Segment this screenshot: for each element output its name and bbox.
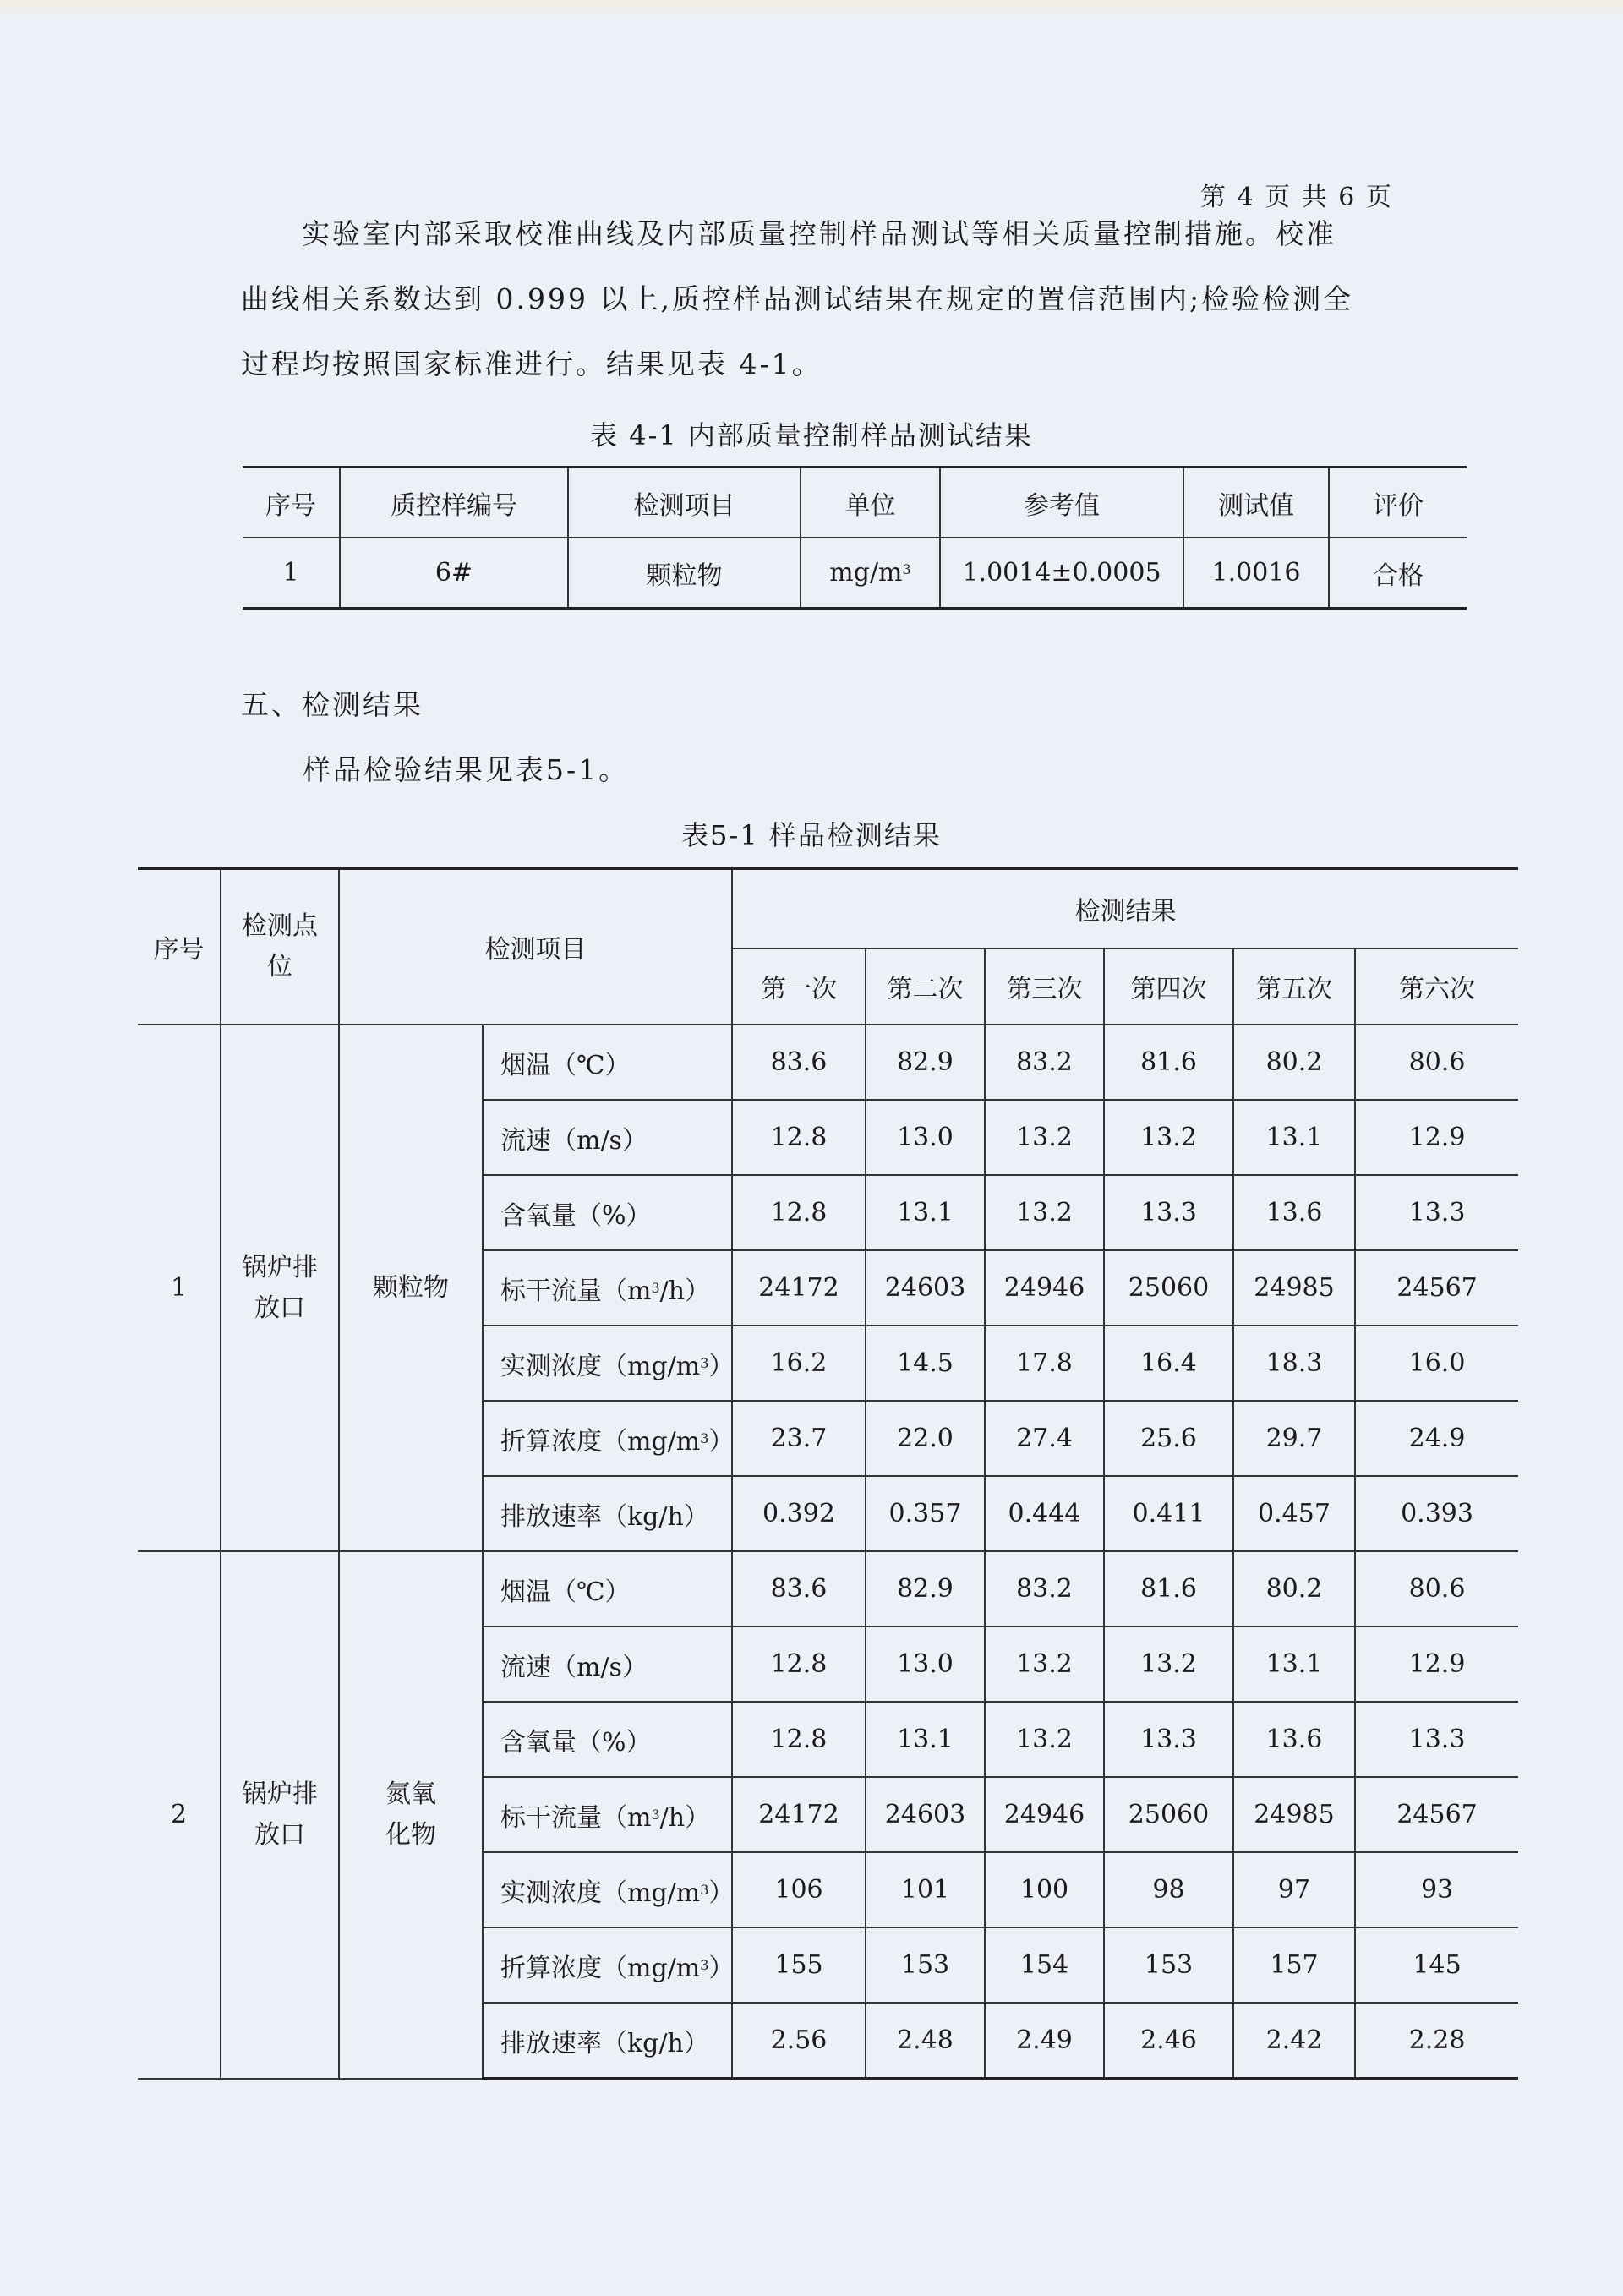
result-value: 16.0 [1355,1326,1518,1401]
unit-superscript: 3 [700,1430,709,1446]
unit-text: mg/m [829,558,903,588]
result-value: 24985 [1233,1250,1355,1326]
result-value: 13.2 [985,1100,1104,1175]
table51-body [138,1025,1518,2079]
unit-superscript: 3 [700,1956,709,1973]
result-value: 12.8 [732,1100,866,1175]
result-value: 83.6 [732,1025,866,1100]
result-value: 145 [1355,1927,1518,2003]
header-point [221,869,339,1025]
result-value: 24172 [732,1250,866,1326]
unit-superscript: 3 [902,561,911,577]
parameter-label: 烟温（℃） [483,1025,732,1100]
header-item: 检测项目 [339,869,732,1025]
group-pollutant [339,1551,483,2079]
header-run: 第二次 [866,948,985,1025]
result-value: 24946 [985,1250,1104,1326]
unit-superscript: 3 [651,1806,660,1823]
result-value: 13.2 [985,1175,1104,1250]
page-number: 第 4 页 共 6 页 [1200,183,1393,212]
result-value: 12.8 [732,1175,866,1250]
parameter-label: 排放速率（kg/h） [483,2003,732,2079]
parameter-label: 实测浓度$(mg/m^3)$ [483,1852,732,1927]
result-value: 13.3 [1104,1175,1233,1250]
intro-line-2: 曲线相关系数达到 0.999 以上,质控样品测试结果在规定的置信范围内;检验检测全 [241,282,1354,315]
parameter-label: 流速（m/s） [483,1626,732,1702]
group-pollutant-text: 氮氧化物 [385,1779,436,1850]
section-sentence: 样品检验结果见表5-1。 [303,753,630,786]
result-value: 13.2 [985,1626,1104,1702]
result-value: 81.6 [1104,1551,1233,1626]
result-value: 106 [732,1852,866,1927]
result-value: 13.3 [1104,1702,1233,1777]
result-value: 18.3 [1233,1326,1355,1401]
table41-cell: 1.0016 [1183,538,1329,609]
group-pollutant [339,1025,483,1551]
result-value: 24.9 [1355,1401,1518,1476]
result-value: 0.392 [732,1476,866,1551]
result-value: 100 [985,1852,1104,1927]
result-value: 80.2 [1233,1551,1355,1626]
result-value: 24603 [866,1250,985,1326]
result-value: 0.357 [866,1476,985,1551]
table41-header: 单位 [801,467,940,538]
result-value: 2.46 [1104,2003,1233,2079]
result-value: 24603 [866,1777,985,1852]
sample-results-table [138,867,1518,2080]
result-value: 13.6 [1233,1702,1355,1777]
result-value: 153 [866,1927,985,2003]
unit-superscript: 3 [700,1881,709,1898]
table41-header: 序号 [243,467,340,538]
header-point-text: 检测点位 [242,911,318,981]
result-value: 2.48 [866,2003,985,2079]
unit-superscript: 3 [700,1354,709,1371]
result-value: 16.2 [732,1326,866,1401]
header-run: 第四次 [1104,948,1233,1025]
result-value: 13.0 [866,1626,985,1702]
header-run: 第三次 [985,948,1104,1025]
intro-line-1 [241,201,1424,266]
header-results: 检测结果 [732,869,1518,949]
result-value: 25.6 [1104,1401,1233,1476]
result-value: 13.6 [1233,1175,1355,1250]
table41-unit-cell [801,538,940,609]
table41-header: 测试值 [1183,467,1329,538]
intro-line-3: 过程均按照国家标准进行。结果见表 4-1。 [241,347,822,380]
result-value: 13.1 [1233,1100,1355,1175]
result-value: 23.7 [732,1401,866,1476]
result-value: 16.4 [1104,1326,1233,1401]
group-pollutant-text: 颗粒物 [373,1272,449,1303]
result-value: 12.8 [732,1702,866,1777]
unit-superscript: 3 [651,1279,660,1296]
header-seq: 序号 [138,869,221,1025]
table41-header-row [243,467,1467,538]
table41-caption: 表 4-1 内部质量控制样品测试结果 [590,419,1033,451]
result-value: 12.9 [1355,1100,1518,1175]
parameter-label: 含氧量（%） [483,1702,732,1777]
result-value: 155 [732,1927,866,2003]
table51-header-row [138,869,1518,949]
result-value: 83.2 [985,1551,1104,1626]
parameter-label: 烟温（℃） [483,1551,732,1626]
result-value: 25060 [1104,1777,1233,1852]
table-row [138,1025,1518,1100]
table41-header: 检测项目 [568,467,801,538]
result-value: 12.8 [732,1626,866,1702]
intro-line-1-text: 实验室内部采取校准曲线及内部质量控制样品测试等相关质量控制措施。校准 [302,217,1336,250]
result-value: 80.6 [1355,1025,1518,1100]
group-seq: 2 [138,1551,221,2079]
result-value: 80.6 [1355,1551,1518,1626]
result-value: 82.9 [866,1025,985,1100]
result-value: 13.2 [985,1702,1104,1777]
result-value: 13.1 [866,1175,985,1250]
result-value: 101 [866,1852,985,1927]
result-value: 80.2 [1233,1025,1355,1100]
result-value: 13.2 [1104,1626,1233,1702]
table41-cell: 1 [243,538,340,609]
result-value: 14.5 [866,1326,985,1401]
result-value: 29.7 [1233,1401,1355,1476]
group-point [221,1551,339,2079]
result-value: 24946 [985,1777,1104,1852]
result-value: 24567 [1355,1777,1518,1852]
result-value: 2.56 [732,2003,866,2079]
parameter-label: 实测浓度$(mg/m^3)$ [483,1326,732,1401]
parameter-label: 折算浓度$(mg/m^3)$ [483,1401,732,1476]
result-value: 153 [1104,1927,1233,2003]
table41-header: 参考值 [940,467,1183,538]
result-value: 157 [1233,1927,1355,2003]
result-value: 12.9 [1355,1626,1518,1702]
result-value: 98 [1104,1852,1233,1927]
parameter-label: 折算浓度$(mg/m^3)$ [483,1927,732,2003]
result-value: 13.2 [1104,1100,1233,1175]
result-value: 27.4 [985,1401,1104,1476]
group-point-text: 锅炉排放口 [242,1779,318,1850]
header-run: 第五次 [1233,948,1355,1025]
result-value: 25060 [1104,1250,1233,1326]
result-value: 13.1 [866,1702,985,1777]
parameter-label: 排放速率（kg/h） [483,1476,732,1551]
parameter-label: 标干流量$(m^3/h)$ [483,1250,732,1326]
table51-caption: 表5-1 样品检测结果 [681,819,942,851]
result-value: 24985 [1233,1777,1355,1852]
result-value: 0.393 [1355,1476,1518,1551]
section-heading: 五、检测结果 [241,688,424,721]
result-value: 0.444 [985,1476,1104,1551]
table41-header: 质控样编号 [340,467,568,538]
result-value: 22.0 [866,1401,985,1476]
result-value: 0.411 [1104,1476,1233,1551]
result-value: 13.3 [1355,1175,1518,1250]
result-value: 0.457 [1233,1476,1355,1551]
parameter-label: 流速（m/s） [483,1100,732,1175]
group-point-text: 锅炉排放口 [242,1252,318,1323]
table41-cell: 合格 [1329,538,1467,609]
group-point [221,1025,339,1551]
table41-cell: 1.0014±0.0005 [940,538,1183,609]
result-value: 83.6 [732,1551,866,1626]
result-value: 2.49 [985,2003,1104,2079]
result-value: 82.9 [866,1551,985,1626]
result-value: 81.6 [1104,1025,1233,1100]
header-run: 第六次 [1355,948,1518,1025]
table41-header: 评价 [1329,467,1467,538]
table-row [243,538,1467,609]
header-run: 第一次 [732,948,866,1025]
result-value: 2.42 [1233,2003,1355,2079]
result-value: 24172 [732,1777,866,1852]
table-row [138,1551,1518,1626]
result-value: 97 [1233,1852,1355,1927]
result-value: 13.1 [1233,1626,1355,1702]
result-value: 24567 [1355,1250,1518,1326]
result-value: 154 [985,1927,1104,2003]
result-value: 93 [1355,1852,1518,1927]
result-value: 17.8 [985,1326,1104,1401]
result-value: 2.28 [1355,2003,1518,2079]
table41-cell: 颗粒物 [568,538,801,609]
result-value: 13.0 [866,1100,985,1175]
group-seq: 1 [138,1025,221,1551]
parameter-label: 标干流量$(m^3/h)$ [483,1777,732,1852]
table41-cell: 6# [340,538,568,609]
quality-control-table [243,466,1467,610]
result-value: 83.2 [985,1025,1104,1100]
parameter-label: 含氧量（%） [483,1175,732,1250]
result-value: 13.3 [1355,1702,1518,1777]
